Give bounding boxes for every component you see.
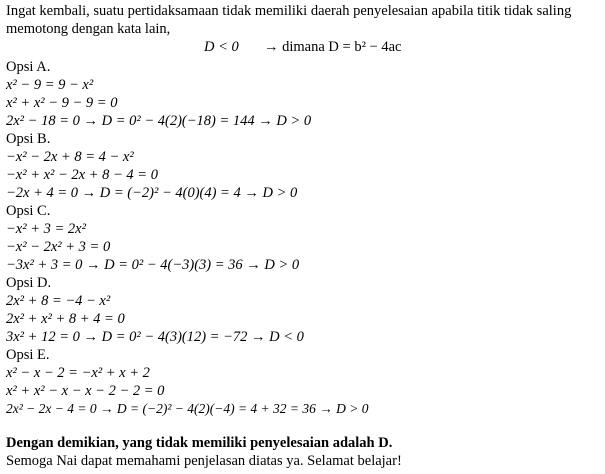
option-e-step-3: 2x² − 2x − 4 = 0 → D = (−2)² − 4(2)(−4) = 4 + 32 = 36 → D > 0 (6, 401, 369, 416)
option-e-label: Opsi E. (6, 347, 50, 363)
option-b-step-3: −2x + 4 = 0 → D = (−2)² − 4(0)(4) = 4 → D > 0 (6, 185, 298, 201)
option-c-label: Opsi C. (6, 203, 51, 219)
option-a-step-2: x² + x² − 9 − 9 = 0 (6, 95, 118, 111)
option-a-label: Opsi A. (6, 59, 51, 75)
closing-text: Semoga Nai dapat memahami penjelasan diatas ya. Selamat belajar! (6, 453, 402, 469)
discriminant-condition-row (0, 38, 605, 56)
intro-line-2: memotong dengan kata lain, (6, 21, 171, 37)
option-d-step-2: 2x² + x² + 8 + 4 = 0 (6, 311, 125, 327)
conclusion-text: Dengan demikian, yang tidak memiliki penyelesaian adalah D. (6, 435, 393, 451)
option-e-step-2: x² + x² − x − x − 2 − 2 = 0 (6, 383, 165, 399)
option-b-step-2: −x² + x² − 2x + 8 − 4 = 0 (6, 167, 158, 183)
option-c-step-2: −x² − 2x² + 3 = 0 (6, 239, 111, 255)
option-b-label: Opsi B. (6, 131, 51, 147)
option-d-step-1: 2x² + 8 = −4 − x² (6, 293, 111, 309)
option-c-step-1: −x² + 3 = 2x² (6, 221, 86, 237)
option-c-step-3: −3x² + 3 = 0 → D = 0² − 4(−3)(3) = 36 → D > 0 (6, 257, 300, 273)
option-d-step-3: 3x² + 12 = 0 → D = 0² − 4(3)(12) = −72 → D < 0 (6, 329, 304, 345)
option-b-step-1: −x² − 2x + 8 = 4 − x² (6, 149, 134, 165)
discriminant-definition: → dimana D = b² − 4ac (264, 39, 402, 55)
condition-formula: D < 0 (204, 39, 239, 55)
option-a-step-1: x² − 9 = 9 − x² (6, 77, 94, 93)
option-a-step-3: 2x² − 18 = 0 → D = 0² − 4(2)(−18) = 144 → D > 0 (6, 113, 312, 129)
option-d-label: Opsi D. (6, 275, 52, 291)
intro-line-1: Ingat kembali, suatu pertidaksamaan tidak memiliki daerah penyelesaian apabila titik tidak saling (6, 3, 572, 19)
option-e-step-1: x² − x − 2 = −x² + x + 2 (6, 365, 150, 381)
